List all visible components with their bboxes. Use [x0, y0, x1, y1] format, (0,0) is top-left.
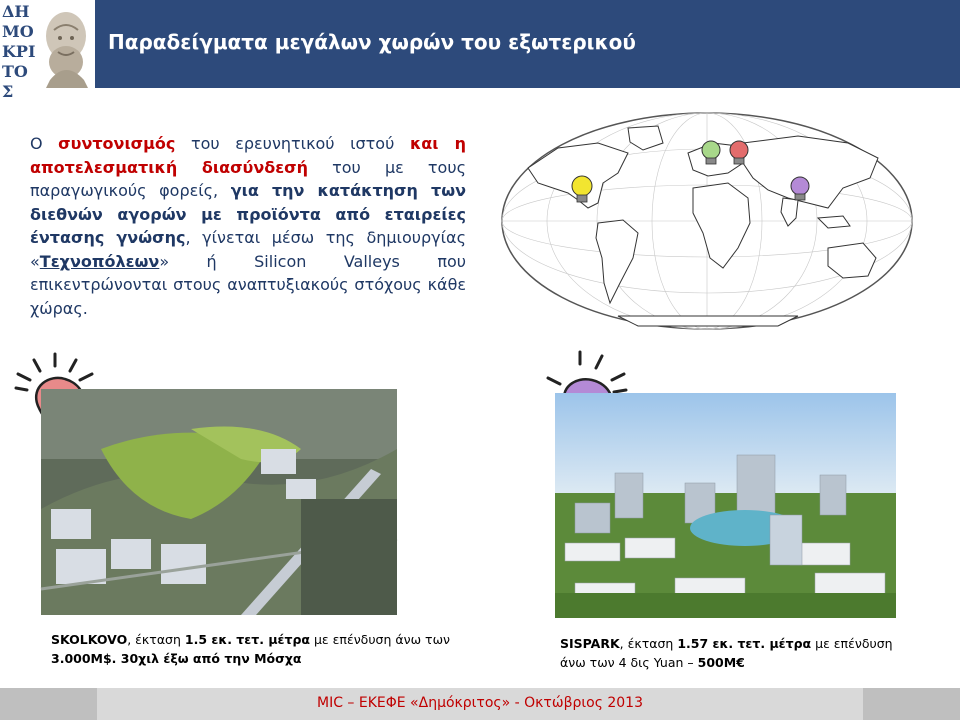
caption-text: , έκταση: [127, 632, 185, 647]
footer-text: MIC – ΕΚΕΦΕ «Δημόκριτος» - Οκτώβριος 2013: [316, 695, 643, 711]
highlight-markets: για την κατάκτηση των διεθνών αγορών με προϊόντα από εταιρείες έντασης γνώσης: [30, 181, 466, 247]
text-run: » ή Silicon Valleys που επικεντρώνονται στους αναπτυξιακούς στόχους κάθε χώρας.: [30, 251, 466, 318]
text-run: , γίνεται μέσω της δημιουργίας «: [30, 228, 466, 271]
caption-text: με επένδυση άνω των: [310, 632, 451, 647]
text-run: του ερευνητικού ιστού: [175, 134, 410, 153]
skolkovo-caption: [51, 630, 451, 668]
intro-paragraph: [30, 132, 466, 320]
caption-name: SKOLKOVO: [51, 632, 128, 647]
highlight-coordination: συντονισμός: [58, 134, 176, 153]
slide-title: Παραδείγματα μεγάλων χωρών του εξωτερικού: [108, 30, 636, 54]
sispark-caption: [560, 634, 900, 672]
caption-name: SISPARK: [560, 636, 620, 651]
skolkovo-aerial-photo: [41, 389, 397, 615]
highlight-technopolis: Τεχνοπόλεων: [39, 251, 160, 271]
democritus-logo: [0, 0, 95, 101]
caption-text: , έκταση: [619, 636, 678, 651]
world-map: [498, 108, 916, 334]
slide-header: [0, 0, 960, 101]
highlight-interconnection: και η αποτελεσματική διασύνδεσή: [30, 134, 466, 177]
caption-text: με επένδυση άνω των 4 δις Yuan –: [560, 636, 893, 670]
sispark-city-photo: [555, 393, 896, 618]
caption-investment: 3.000Μ$. 30χιλ έξω από την Μόσχα: [51, 651, 302, 666]
logo-lettering: ΔΗΜΟΚΡΙΤΟΣ: [2, 2, 36, 101]
caption-area: 1.5 εκ. τετ. μέτρα: [184, 632, 310, 647]
caption-area: 1.57 εκ. τετ. μέτρα: [677, 636, 812, 651]
text-run: του με τους παραγωγικούς φορείς,: [30, 157, 466, 200]
slide-footer: [0, 688, 960, 720]
caption-investment: 500Μ€: [697, 655, 745, 670]
text-run: Ο: [30, 134, 59, 153]
